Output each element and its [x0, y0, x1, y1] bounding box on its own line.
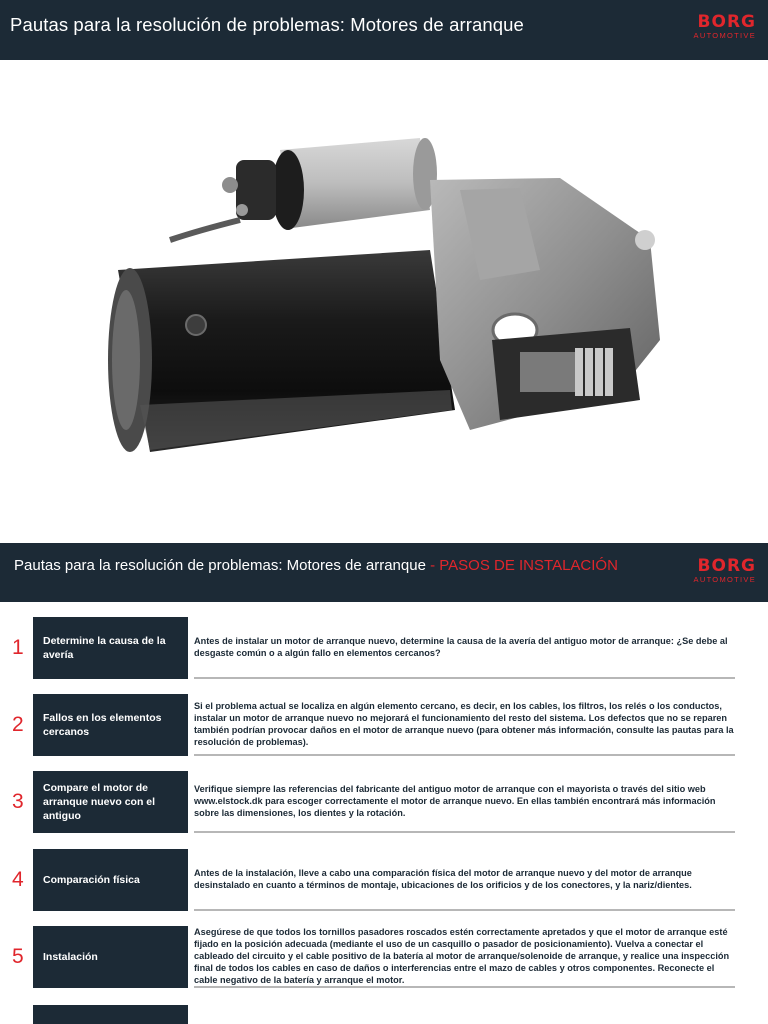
- divider: [194, 831, 735, 833]
- section-subtitle: PASOS DE INSTALACIÓN: [439, 557, 618, 574]
- step-1: [0, 617, 768, 679]
- step-label: Compare el motor de arranque nuevo con el antiguo: [33, 771, 188, 833]
- logo-brand: BORG: [697, 556, 756, 576]
- step-description: Antes de instalar un motor de arranque nuevo, determine la causa de la avería del antiguo motor de arranque: ¿Se debe al desgaste común o a algún fallo en elementos cercanos?: [194, 636, 728, 658]
- step-3: [0, 771, 768, 833]
- section-header: [0, 543, 768, 602]
- step-number: 1: [12, 636, 24, 659]
- borg-logo-small: [694, 558, 756, 584]
- top-header: [0, 0, 768, 60]
- logo-subtitle: AUTOMOTIVE: [693, 31, 756, 40]
- page-title: Pautas para la resolución de problemas: Motores de arranque: [10, 14, 524, 35]
- step-description: Verifique siempre las referencias del fabricante del antiguo motor de arranque con el mayorista o través del sitio web www.elstock.dk para escoger correctamente el motor de arranque nuevo. En ellas también encontrará más información sobre las dimensiones, los dientes y la rotación.: [194, 784, 716, 818]
- starter-motor-image: [0, 60, 768, 543]
- step-description: Antes de la instalación, lleve a cabo una comparación física del motor de arranque nuevo y del motor de arranque desinstalado en cuanto a términos de montaje, ubicaciones de los orificios y de los conectores, y la nariz/dientes.: [194, 868, 692, 890]
- step-number: 5: [12, 945, 24, 968]
- section-title: [14, 557, 618, 574]
- divider: [194, 754, 735, 756]
- step-number: 4: [12, 868, 24, 891]
- step-2: [0, 694, 768, 756]
- step-description: Si el problema actual se localiza en algún elemento cercano, es decir, en los cables, los filtros, los relés o los conductos, instalar un motor de arranque nuevo no mejorará el funcionamiento del resto del sistema. Los defectos que no se reparen también podrían provocar daños en el motor de arranque nuevo (para obtener más información, consulte las pautas para la resolución de problemas).: [194, 701, 734, 747]
- step-description: Asegúrese de que todos los tornillos pasadores roscados estén correctamente apretados y que el motor de arranque esté fijado en la posición adecuada (mediante el uso de un casquillo o pasador de posicionamiento). Vuelva a conectar el cableado del circuito y el cable positivo de la batería al motor de arranque/solenoide de arranque, y realice una inspección final de todos los cables en caso de daños o interferencias entre el mazo de cables y otros componentes. Reconecte el cable negativo de la batería y arranque el motor.: [194, 927, 730, 985]
- section-title-main: Pautas para la resolución de problemas: Motores de arranque: [14, 557, 426, 574]
- section-title-separator: -: [425, 557, 440, 574]
- step-number: 3: [12, 790, 24, 813]
- starter-motor-illustration: [0, 60, 768, 543]
- divider: [194, 677, 735, 679]
- step-5: [0, 926, 768, 988]
- step-4: [0, 849, 768, 911]
- divider: [194, 986, 735, 988]
- next-step-box: [33, 1005, 188, 1024]
- step-label: Instalación: [33, 926, 188, 988]
- divider: [194, 909, 735, 911]
- step-label: Determine la causa de la avería: [33, 617, 188, 679]
- step-label: Comparación física: [33, 849, 188, 911]
- step-label: Fallos en los elementos cercanos: [33, 694, 188, 756]
- step-number: 2: [12, 713, 24, 736]
- logo-brand: BORG: [697, 12, 756, 32]
- borg-logo: [694, 14, 756, 40]
- logo-subtitle: AUTOMOTIVE: [693, 575, 756, 584]
